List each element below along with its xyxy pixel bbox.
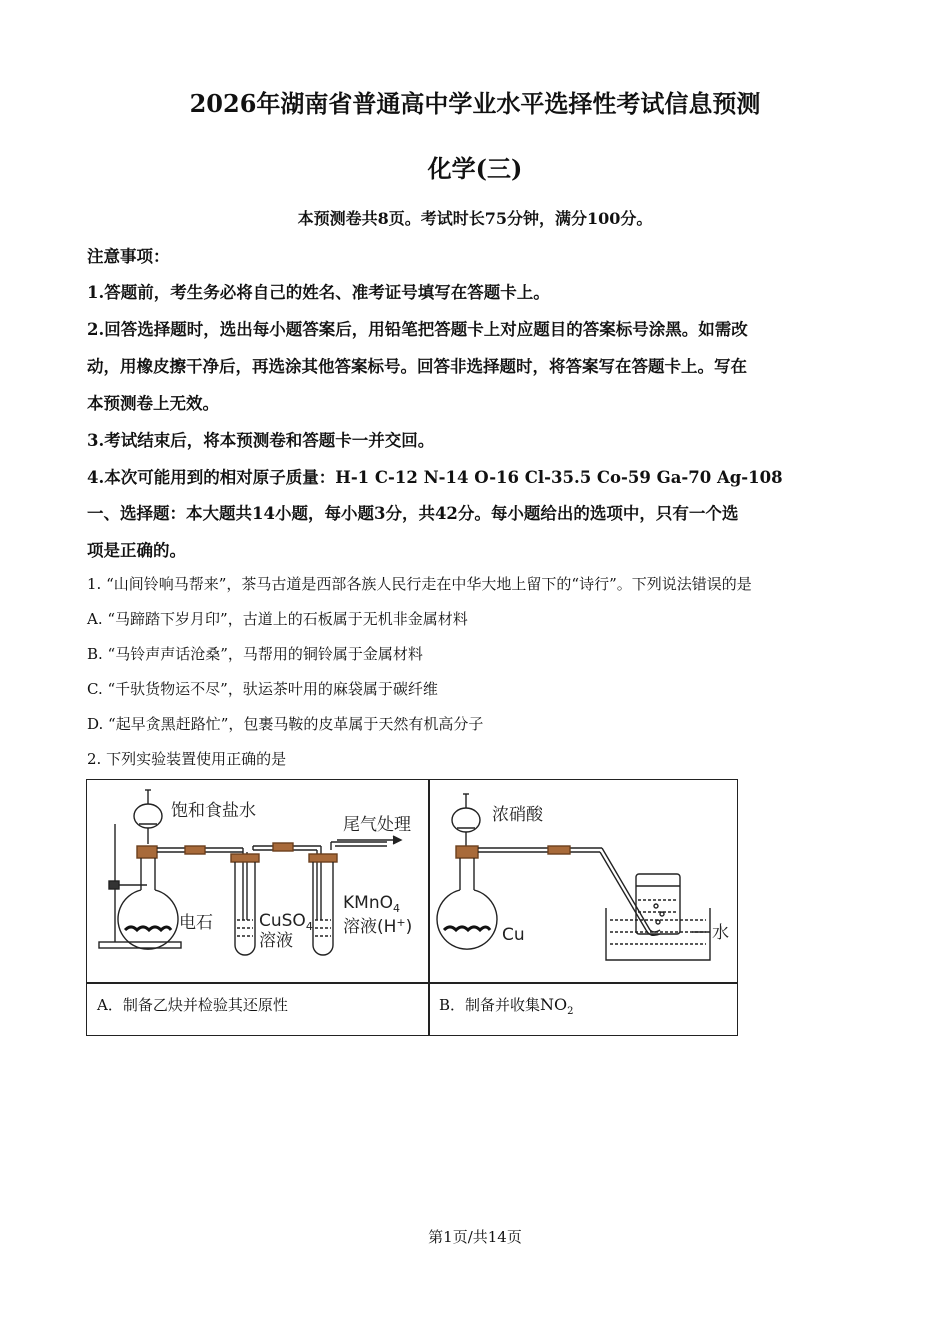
- cuso4-solution-label: 溶液: [259, 931, 293, 951]
- subject-title: 化学(三): [427, 154, 523, 183]
- kmno4-solution-label: 溶液(H+): [343, 916, 413, 937]
- kmno4-label: KMnO$_4$: [343, 893, 400, 915]
- exam-info: 本预测卷共8页。考试时长75分钟，满分100分。: [297, 209, 653, 228]
- exam-title: 2026年湖南省普通高中学业水平选择性考试信息预测: [189, 89, 761, 118]
- brine-label: 饱和食盐水: [171, 801, 256, 821]
- notes-heading: 注意事项：: [87, 247, 170, 266]
- question-2-table: [86, 779, 738, 1036]
- copper-label: Cu: [502, 925, 525, 945]
- note-1: 1.答题前，考生务必将自己的姓名、准考证号填写在答题卡上。: [87, 283, 550, 302]
- section-heading-line-1: 一、选择题：本大题共14小题，每小题3分，共42分。每小题给出的选项中，只有一个选: [87, 504, 739, 523]
- carbide-label: 电石: [179, 913, 213, 933]
- acetylene-apparatus-diagram: [87, 780, 428, 982]
- section-heading-line-2: 项是正确的。: [87, 541, 186, 560]
- question-2-option-a: A．制备乙炔并检验其还原性: [97, 996, 288, 1014]
- note-2-line-3: 本预测卷上无效。: [87, 394, 219, 413]
- option-b-text: B．制备并收集: [439, 996, 541, 1014]
- question-1-option-c: C. “千驮货物运不尽”，驮运茶叶用的麻袋属于碳纤维: [87, 680, 438, 698]
- question-1-option-a: A. “马蹄踏下岁月印”，古道上的石板属于无机非金属材料: [87, 610, 468, 628]
- no2-formula: $NO_2$: [540, 995, 574, 1018]
- question-2-stem: 2. 下列实验装置使用正确的是: [87, 750, 287, 768]
- question-1-option-d: D. “起早贪黑赶路忙”，包裹马鞍的皮革属于天然有机高分子: [87, 715, 484, 733]
- question-1-stem: 1. “山间铃响马帮来”，茶马古道是西部各族人民行走在中华大地上留下的“诗行”。下列说法错误的是: [87, 575, 752, 593]
- cuso4-label: CuSO$_4$: [259, 911, 313, 933]
- note-4: 4.本次可能用到的相对原子质量：H-1 C-12 N-14 O-16 Cl-35.5 Co-59 Ga-70 Ag-108: [87, 468, 783, 487]
- table-row-divider: [87, 982, 737, 984]
- note-2-line-2: 动，用橡皮擦干净后，再选涂其他答案标号。回答非选择题时，将答案写在答题卡上。写在: [87, 357, 747, 376]
- tail-gas-label: 尾气处理: [343, 815, 411, 835]
- note-3: 3.考试结束后，将本预测卷和答题卡一并交回。: [87, 431, 435, 450]
- water-label: 水: [712, 923, 729, 943]
- nitric-acid-label: 浓硝酸: [492, 805, 543, 825]
- no2-apparatus-diagram: [430, 780, 738, 982]
- page-footer: 第1页/共14页: [428, 1228, 522, 1246]
- question-1-option-b: B. “马铃声声话沧桑”，马帮用的铜铃属于金属材料: [87, 645, 423, 663]
- question-2-option-b: [439, 994, 574, 1017]
- note-2-line-1: 2.回答选择题时，选出每小题答案后，用铅笔把答题卡上对应题目的答案标号涂黑。如需改: [87, 320, 748, 339]
